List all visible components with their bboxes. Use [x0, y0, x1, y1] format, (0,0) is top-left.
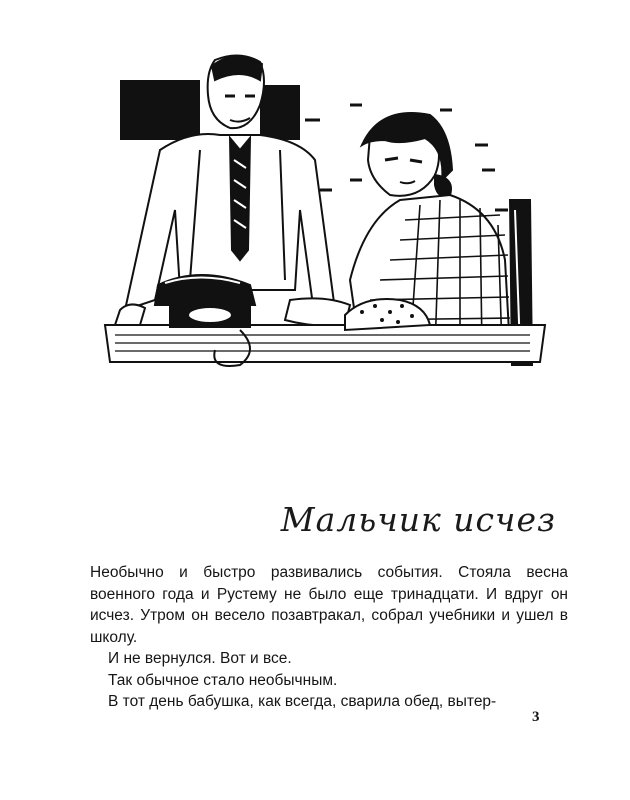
illustration	[100, 50, 550, 370]
paragraph-4: В тот день бабушка, как всегда, сварила обед, вытер-	[108, 693, 497, 710]
desk	[105, 325, 545, 362]
page-number: 3	[532, 709, 540, 725]
paragraph-3: Так обычное стало необычным.	[108, 671, 338, 689]
body-text	[90, 562, 568, 713]
paragraph-2: И не вернулся. Вот и все.	[108, 650, 292, 667]
paragraph-1: Необычно и быстро развивались события. Стояла весна военного года и Рустему не было еще тринадцати. И вдруг он исчез. Утром он весело позавтракал, собрал учебники и ушел в школу.	[90, 564, 568, 646]
chapter-title: Мальчик исчез	[280, 500, 556, 539]
